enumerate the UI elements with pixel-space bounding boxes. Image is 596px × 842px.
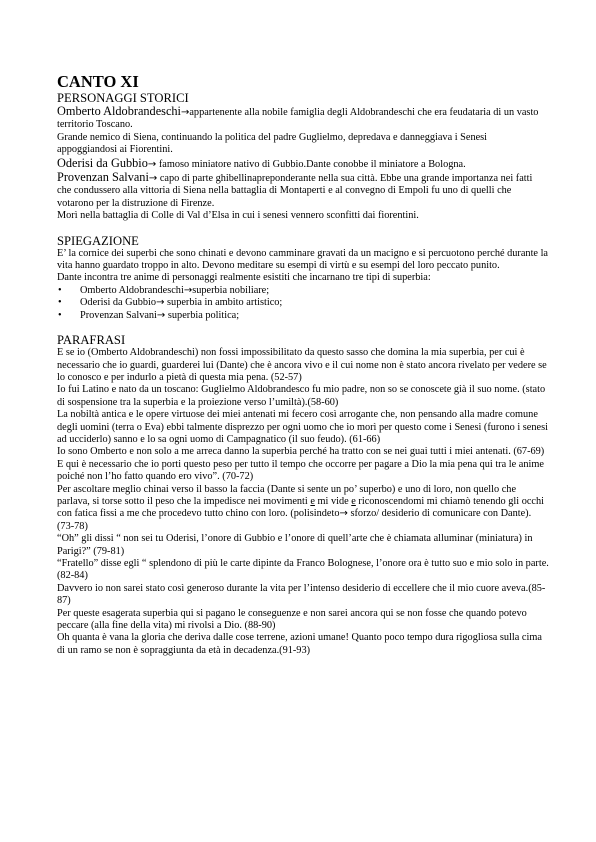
underlined-e: e [351, 495, 356, 507]
document-page [57, 72, 549, 657]
paragraph-parafrasi-1: E se io (Omberto Aldobrandeschi) non fossi impossibilitato da questo sasso che domina la mia superbia, per cui è necessario che io guardi, guarderei lui (Dante) che è ancora vivo e il cui nome non è stato ancora rivelato per vedere se lo conosco e per indurlo a pietà di questa mia pena. (52-57) [57, 347, 547, 383]
list-item [57, 285, 549, 297]
paragraph-parafrasi-10: Per queste esagerata superbia qui si pagano le conseguenze e non sarei ancora qui se non fosse che quando potevo peccare (alla fine della vita) mi rivolsi a Dio. (88-90) [57, 607, 527, 632]
section-personaggi [57, 91, 549, 223]
section-parafrasi [57, 333, 549, 657]
text-omberto: appartenente alla nobile famiglia degli Aldobrandeschi che era feudataria di un vasto territorio Toscano. [57, 107, 539, 131]
paragraph-omberto-2: Grande nemico di Siena, continuando la politica del padre Guglielmo, depredava e danneggiava i Senesi appoggiandosi ai Fiorentini. [57, 131, 488, 156]
list-item-name: Provenzan Salvani [80, 309, 157, 321]
paragraph-oderisi [57, 157, 549, 171]
underlined-e: e [310, 495, 315, 507]
list-item-name: Omberto Aldobrandeschi [80, 284, 184, 296]
name-omberto: Omberto Aldobrandeschi [57, 104, 181, 118]
paragraph-omberto [57, 105, 549, 132]
superbia-list [57, 285, 549, 322]
text-part: riconoscendomi mi chiamò tenendo gli occhi con fatica fissi a me che procedevo tutto chino con loro. (polisindeto [57, 495, 544, 520]
arrow-icon: → [339, 508, 348, 520]
section-spiegazione [57, 234, 549, 322]
list-item-text: superbia politica; [165, 309, 240, 321]
arrow-icon: → [183, 284, 193, 296]
paragraph-parafrasi-11: Oh quanta è vana la gloria che deriva dalle cose terrene, azioni umane! Quanto poco tempo dura rigogliosa sulla cima di un ramo se non è sopraggiunta da età in decadenza.(91-93) [57, 632, 542, 656]
arrow-icon: → [147, 158, 157, 170]
heading-personaggi: PERSONAGGI STORICI [57, 91, 189, 105]
text-provenzan: capo di parte ghibellinapreponderante nella sua città. Ebbe una grande importanza nei fatti che condussero alla vittoria di Siena nella battaglia di Montaperti e al convegno di Empoli fu uno di quelli che votarono per la distruzione di Firenze. [57, 173, 533, 209]
name-oderisi: Oderisi da Gubbio [57, 155, 148, 170]
paragraph-provenzan [57, 171, 549, 210]
text-part: mi vide [314, 495, 352, 507]
paragraph-spiegazione-1: E’ la cornice dei superbi che sono chinati e devono camminare gravati da un macigno e si percuotono perché durante la vita hanno guardato troppo in alto. Devono meditare su esempi di virtù e su esempi del loro peccato punito. [57, 247, 549, 272]
page-title: CANTO XI [57, 72, 139, 91]
list-item-text: superbia in ambito artistico; [164, 297, 283, 309]
heading-parafrasi: PARAFRASI [57, 333, 126, 348]
arrow-icon: → [156, 297, 165, 309]
name-provenzan: Provenzan Salvani [57, 170, 149, 185]
list-item [57, 310, 549, 322]
paragraph-spiegazione-2: Dante incontra tre anime di personaggi realmente esistiti che incarnano tre tipi di superbia: [57, 272, 431, 284]
paragraph-parafrasi-5: E qui è necessario che io porti questo peso per tutto il tempo che occorre per pagare a Dio la mia pena qui tra le anime poiché non l’ho fatto quando ero vivo”. (70-72) [57, 458, 544, 483]
list-item [57, 297, 549, 309]
text-part: Per ascoltare meglio chinai verso il basso la faccia (Dante si sente un po’ superbo) e uno di loro, non quello che parlava, si torse sotto il peso che la impedisce nei movimenti [57, 483, 517, 507]
list-item-text: superbia nobiliare; [192, 284, 270, 296]
arrow-icon: → [148, 173, 158, 185]
arrow-icon: → [180, 107, 190, 118]
text-oderisi: famoso miniatore nativo di Gubbio.Dante conobbe il miniatore a Bologna. [156, 158, 466, 170]
paragraph-parafrasi-6 [57, 484, 549, 534]
paragraph-parafrasi-9: Davvero io non sarei stato così generoso durante la vita per l’intenso desiderio di eccellere che il mio cuore aveva.(85-87) [57, 582, 546, 607]
paragraph-parafrasi-2: Io fui Latino e nato da un toscano: Guglielmo Aldobrandesco fu mio padre, non so se conoscete già il suo nome. (stato di sospensione tra la superbia e la proiezione verso l’umiltà).(58-60) [57, 384, 546, 408]
text-part: sforzo/ desiderio di comunicare con Dante). (73-78) [57, 508, 532, 532]
list-item-name: Oderisi da Gubbio [80, 297, 157, 309]
paragraph-parafrasi-4: Io sono Omberto e non solo a me arreca danno la superbia perché ha tratto con se nei guai tutti i miei antenati. (67-69) [57, 446, 545, 458]
paragraph-parafrasi-8: “Fratello” disse egli “ splendono di più le carte dipinte da Franco Bolognese, l’onore ora è tutto suo e mio solo in parte. (82-84) [57, 558, 549, 582]
paragraph-provenzan-2: Morì nella battaglia di Colle di Val d’Elsa in cui i senesi vennero sconfitti dai fiorentini. [57, 210, 419, 222]
paragraph-parafrasi-3: La nobiltà antica e le opere virtuose dei miei antenati mi fecero così arrogante che, non pensando alla madre comune degli uomini (terra o Eva) ebbi talmente disprezzo per ogni uomo che io morì per questo come i Senesi (furono i senesi ad ucciderlo) sanno e lo sa ogni uomo di Campagnatico (il suo feudo). (61-66) [57, 409, 548, 445]
paragraph-parafrasi-7: “Oh” gli dissi “ non sei tu Oderisi, l’onore di Gubbio e l’onore di quell’arte che è chiamata alluminar (miniatura) in Parigi?” (79-81) [57, 533, 533, 557]
arrow-icon: → [156, 309, 166, 321]
heading-spiegazione: SPIEGAZIONE [57, 233, 139, 248]
